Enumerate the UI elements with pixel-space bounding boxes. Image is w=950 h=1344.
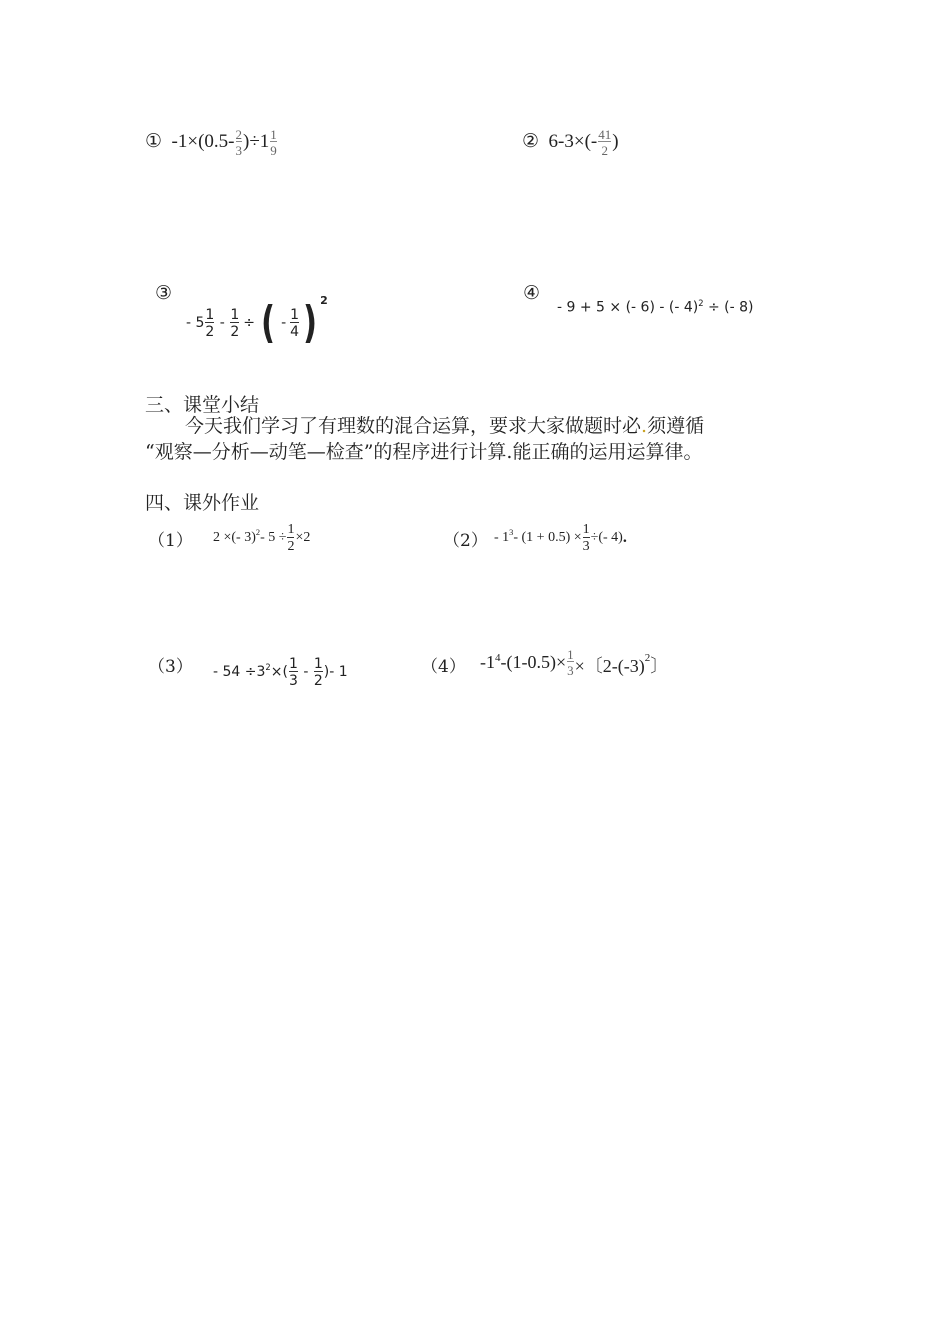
problem-3-frac-1-4: $\frac{1}{4}$ — [290, 306, 300, 340]
problem-3-div: ÷ — [243, 315, 255, 331]
problem-3-rparen: ) — [303, 297, 318, 349]
problem-1-expr-middle: )÷1 — [243, 130, 270, 152]
homework-3-exp: 2 — [265, 662, 271, 672]
problem-2-frac-41-2: $\frac{41}{2}$ — [598, 127, 612, 158]
problem-4-exp: 2 — [698, 298, 704, 308]
problem-3-frac-1-2-b: $\frac{1}{2}$ — [230, 306, 240, 340]
problem-3-lparen: ( — [260, 297, 276, 349]
problem-2 — [522, 128, 619, 157]
problem-4-label: ④ — [523, 283, 541, 304]
problem-1-label: ① — [145, 130, 163, 152]
section-3-line-1: 今天我们学习了有理数的混合运算，要求大家做题时必.须遵循 — [185, 415, 705, 437]
problem-1-frac-2-3: $\frac{2}{3}$ — [235, 127, 242, 158]
problem-1-frac-1-9: $\frac{1}{9}$ — [270, 127, 277, 158]
problem-4-expr — [557, 298, 754, 316]
homework-3-label: （3） — [148, 657, 193, 677]
yellow-dot-mark: . — [641, 415, 648, 437]
homework-2-exp: 3 — [509, 528, 514, 537]
homework-1-label: （1） — [148, 531, 193, 551]
problem-3-minus5: - 5 — [186, 315, 205, 331]
problem-4-expr-a: - 9 + 5 × (- 6) - (- 4) — [557, 299, 699, 316]
homework-4-exp-2: 2 — [644, 652, 651, 664]
homework-1-exp: 2 — [255, 528, 261, 537]
problem-2-expr-suffix: ) — [612, 130, 619, 152]
section-4-heading: 四、课外作业 — [145, 492, 260, 514]
problem-2-expr-prefix: 6-3×(- — [548, 130, 598, 152]
homework-3-frac-1-3: $\frac{1}{3}$ — [288, 655, 298, 689]
problem-3-minus: - — [219, 315, 225, 331]
homework-2-frac-1-3: $\frac{1}{3}$ — [582, 521, 590, 554]
problem-3-inner-minus: - — [281, 315, 287, 331]
problem-3-expr — [186, 296, 328, 350]
problem-1-expr-prefix: -1×(0.5- — [171, 130, 235, 152]
problem-3-frac-1-2-a: $\frac{1}{2}$ — [205, 306, 215, 340]
problem-3-exp: 2 — [320, 294, 328, 307]
problem-4-expr-b: ÷ (- 8) — [703, 299, 754, 316]
homework-4-frac-1-3: $\frac{1}{3}$ — [567, 647, 574, 678]
homework-2-label: （2） — [443, 531, 488, 551]
homework-1-expr: 2 ×(- 3) $^2$ - 5 ÷ $\frac{1}{2}$ ×2 — [213, 521, 311, 554]
homework-4-expr: -1 $^4$ -(1-0.5)× $\frac{1}{3}$ ×〔2-(-3) $^2$ 〕 — [480, 647, 669, 678]
problem-3-label: ③ — [155, 283, 173, 304]
section-3-line-2: “观察—分析—动笔—检查”的程序进行计算.能正确的运用运算律。 — [145, 441, 703, 463]
homework-3-frac-1-2: $\frac{1}{2}$ — [313, 655, 323, 689]
problem-2-label: ② — [522, 130, 540, 152]
homework-2-expr: - 1 $^3$ - (1 + 0.5) × $\frac{1}{3}$ ÷(- 4) . — [494, 521, 627, 554]
homework-1-frac-1-2: $\frac{1}{2}$ — [287, 521, 295, 554]
homework-4-exp-1: 4 — [495, 652, 501, 664]
homework-4-label: （4） — [421, 657, 466, 677]
homework-3-expr: - 54 ÷3 $^2$ ×( $\frac{1}{3}$ - $\frac{1}{2}$ )- 1 — [213, 655, 348, 689]
problem-1 — [145, 128, 278, 157]
section-3-heading: 三、课堂小结 — [145, 394, 260, 416]
